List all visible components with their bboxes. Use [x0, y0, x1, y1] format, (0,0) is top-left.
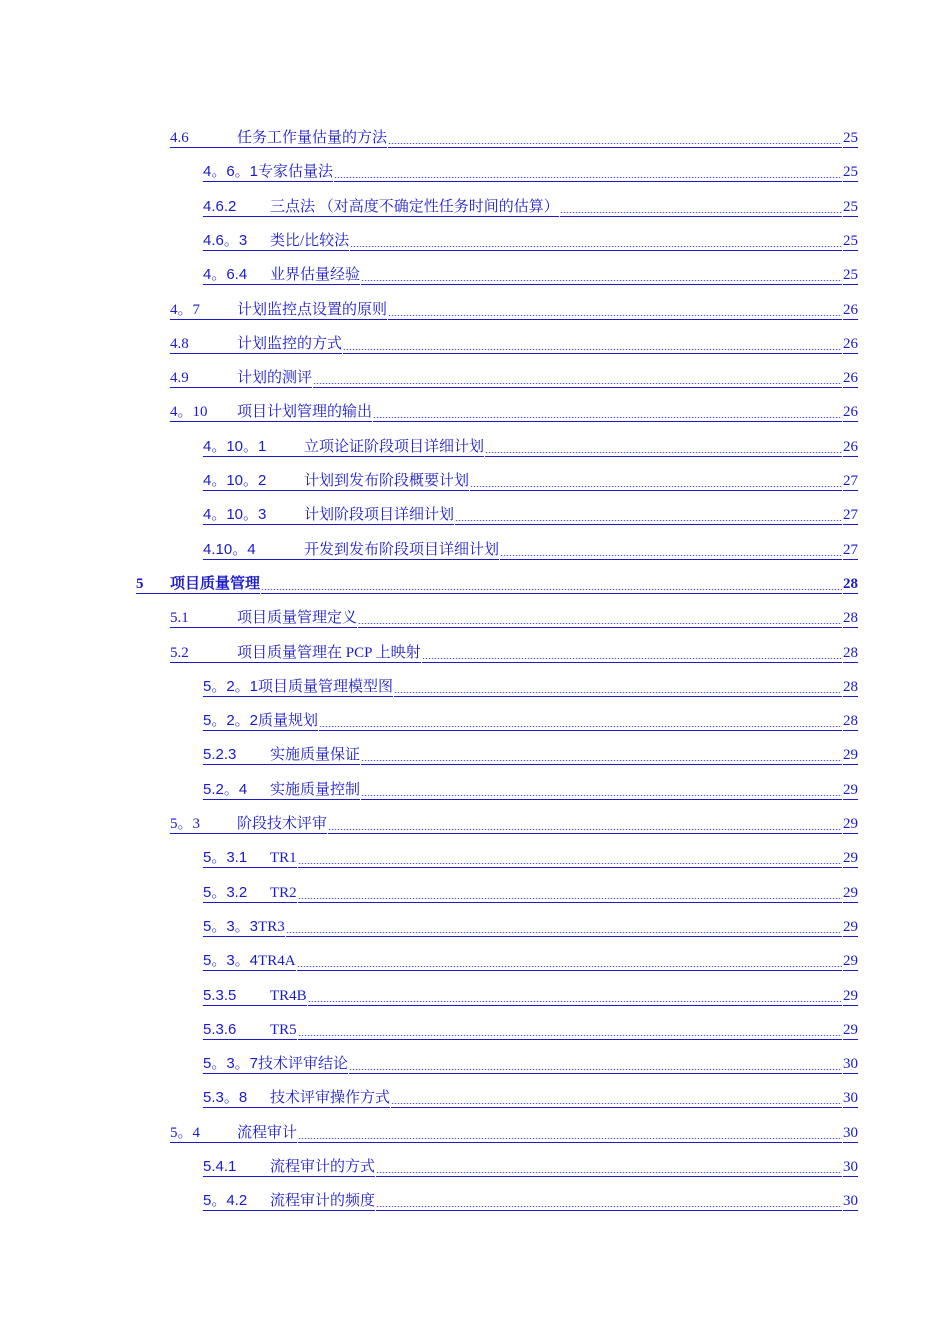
toc-entry[interactable] [203, 984, 858, 1006]
toc-entry-page: 26 [843, 404, 858, 421]
toc-entry-number: 5.3.5 [203, 987, 270, 1006]
toc-entry-title: 项目质量管理在 PCP 上映射 [237, 644, 421, 661]
toc-entry-title: 流程审计 [237, 1124, 298, 1141]
toc-entry[interactable] [203, 229, 858, 251]
toc-entry[interactable] [203, 709, 858, 731]
toc-entry-title: 开发到发布阶段项目详细计划 [304, 541, 500, 558]
toc-entry-title: 流程审计的频度 [270, 1193, 376, 1210]
toc-entry-title: TR3 [258, 918, 285, 935]
toc-entry-number: 5。3.1 [203, 849, 270, 868]
dot-leader [373, 403, 842, 422]
toc-entry-title: TR1 [270, 850, 297, 867]
toc-entry-number: 5.2 [170, 644, 237, 663]
toc-entry-page: 27 [843, 541, 858, 558]
toc-entry-title: 技术评审操作方式 [270, 1090, 391, 1107]
toc-entry-number: 5。2。2 [203, 712, 259, 730]
toc-entry-number: 5。4 [170, 1124, 237, 1143]
toc-entry-number: 4.6.2 [203, 198, 270, 217]
toc-entry-page: 28 [843, 610, 858, 627]
toc-entry-page: 28 [843, 644, 858, 661]
toc-entry-number: 4。10。2 [203, 472, 304, 491]
toc-entry-page: 26 [843, 438, 858, 455]
toc-entry[interactable] [170, 812, 858, 834]
toc-entry-number: 4。10。1 [203, 438, 304, 457]
toc-entry-page: 26 [843, 301, 858, 318]
toc-entry[interactable] [170, 126, 858, 148]
toc-entry-number: 4.6 [170, 129, 237, 148]
toc-entry-title: TR4B [270, 987, 307, 1004]
toc-entry-title: 项目质量管理模型图 [258, 678, 394, 695]
toc-entry-page: 30 [843, 1056, 858, 1073]
dot-leader [298, 1021, 842, 1040]
dot-leader [319, 712, 842, 731]
toc-entry-page: 26 [843, 370, 858, 387]
toc-entry-title: 专家估量法 [258, 164, 334, 181]
toc-entry-page: 25 [843, 232, 858, 249]
toc-entry-page: 29 [843, 781, 858, 798]
toc-entry-title: 项目质量管理定义 [237, 610, 358, 627]
toc-entry-number: 4.6。3 [203, 232, 270, 251]
toc-entry-title: 实施质量保证 [270, 747, 361, 764]
toc-entry-page: 30 [843, 1193, 858, 1210]
dot-leader [394, 678, 842, 697]
toc-entry-page: 30 [843, 1159, 858, 1175]
toc-entry-page: 30 [843, 1124, 858, 1141]
toc-entry-page: 29 [843, 850, 858, 867]
toc-entry[interactable] [203, 915, 858, 937]
toc-entry[interactable] [203, 160, 858, 182]
toc-entry-title: 类比/比较法 [270, 232, 350, 249]
dot-leader [388, 301, 842, 320]
toc-entry-title: 计划到发布阶段概要计划 [304, 473, 470, 489]
toc-entry-number: 5 [136, 575, 170, 594]
toc-entry-page: 29 [843, 953, 858, 970]
toc-entry-title: 计划的测评 [237, 370, 313, 387]
toc-entry[interactable] [203, 949, 858, 971]
toc-entry[interactable] [203, 435, 858, 457]
toc-entry-title: 技术评审结论 [258, 1056, 349, 1073]
toc-entry[interactable] [203, 263, 858, 285]
dot-leader [358, 609, 842, 628]
toc-entry[interactable] [170, 366, 858, 388]
toc-entry-page: 27 [843, 473, 858, 489]
toc-entry-number: 4。6.4 [203, 266, 270, 285]
toc-entry-page: 29 [843, 1021, 858, 1038]
toc-entry-title: 质量规划 [258, 713, 319, 730]
toc-entry-page: 28 [843, 575, 858, 592]
dot-leader [349, 1055, 842, 1074]
toc-entry-title: 计划阶段项目详细计划 [304, 507, 455, 524]
dot-leader [286, 918, 842, 937]
toc-entry-number: 4。7 [170, 301, 237, 320]
toc-entry-title: TR5 [270, 1021, 297, 1038]
toc-entry-title: 计划监控的方式 [237, 335, 343, 352]
dot-leader [298, 849, 842, 868]
toc-entry-title: 任务工作量估量的方法 [237, 130, 388, 146]
toc-entry-page: 25 [843, 164, 858, 181]
toc-entry-number: 4。10。3 [203, 506, 304, 525]
dot-leader [485, 438, 842, 457]
toc-entry[interactable] [170, 606, 858, 628]
toc-entry[interactable] [203, 469, 858, 491]
toc-entry-page: 27 [843, 507, 858, 524]
toc-entry[interactable] [203, 195, 858, 217]
toc-entry[interactable] [170, 400, 858, 422]
dot-leader [361, 266, 842, 285]
toc-entry-number: 5.3.6 [203, 1021, 270, 1040]
toc-entry-title: 阶段技术评审 [237, 816, 328, 832]
toc-entry[interactable] [203, 846, 858, 868]
dot-leader [298, 884, 842, 903]
toc-entry-page: 26 [843, 335, 858, 352]
toc-entry[interactable] [203, 743, 858, 765]
dot-leader [328, 815, 842, 834]
dot-leader [376, 1158, 842, 1177]
toc-entry-number: 5。2。1 [203, 677, 259, 695]
toc-entry[interactable] [203, 1018, 858, 1040]
toc-entry[interactable] [203, 675, 858, 697]
dot-leader [560, 198, 842, 217]
toc-entry-number: 5。3。3 [203, 917, 259, 935]
toc-entry[interactable] [170, 332, 858, 354]
toc-entry-page: 28 [843, 678, 858, 695]
toc-entry-title: 流程审计的方式 [270, 1159, 376, 1175]
toc-entry-page: 25 [843, 267, 858, 284]
dot-leader [343, 335, 842, 354]
toc-entry-page: 25 [843, 198, 858, 215]
dot-leader [391, 1089, 842, 1108]
dot-leader [388, 129, 842, 148]
toc-entry[interactable] [203, 1086, 858, 1108]
toc-entry[interactable] [170, 298, 858, 320]
toc-entry-title: 三点法 （对高度不确定性任务时间的估算） [270, 198, 559, 215]
toc-entry-page: 28 [843, 713, 858, 730]
toc-entry-number: 5.2.3 [203, 746, 270, 765]
dot-leader [298, 1124, 842, 1143]
toc-entry[interactable] [203, 1189, 858, 1211]
toc-entry-number: 5.1 [170, 609, 237, 628]
dot-leader [470, 472, 842, 491]
toc-entry-title: 立项论证阶段项目详细计划 [304, 438, 485, 455]
toc-entry-number: 4.10。4 [203, 541, 304, 560]
toc-entry-number: 5。3.2 [203, 884, 270, 903]
toc-entry-number: 5.2。4 [203, 781, 270, 800]
toc-entry-page: 29 [843, 747, 858, 764]
toc-entry[interactable] [203, 538, 858, 560]
toc-entry[interactable] [170, 1121, 858, 1143]
toc-entry-page: 29 [843, 918, 858, 935]
dot-leader [350, 232, 842, 251]
toc-entry-number: 5.3。8 [203, 1089, 270, 1108]
toc-entry-number: 5。3。7 [203, 1055, 259, 1073]
toc-entry-number: 4。6。1 [203, 163, 259, 181]
toc-entry-number: 4.8 [170, 335, 237, 354]
dot-leader [297, 952, 842, 971]
toc-entry[interactable] [170, 641, 858, 663]
dot-leader [261, 575, 842, 594]
toc-entry[interactable] [203, 881, 858, 903]
dot-leader [308, 987, 842, 1006]
toc-entry[interactable] [203, 503, 858, 525]
toc-entry-title: 计划监控点设置的原则 [237, 301, 388, 318]
toc-entry-page: 29 [843, 884, 858, 901]
dot-leader [313, 369, 842, 388]
toc-entry-number: 5。3。4 [203, 952, 259, 970]
toc-entry-number: 4。10 [170, 403, 237, 422]
toc-entry-number: 5。3 [170, 815, 237, 834]
dot-leader [334, 163, 842, 182]
toc-entry-title: TR4A [258, 953, 296, 970]
dot-leader [361, 781, 842, 800]
dot-leader [422, 644, 842, 663]
toc-entry[interactable] [203, 1052, 858, 1074]
toc-entry[interactable] [203, 1155, 858, 1177]
dot-leader [455, 506, 842, 525]
toc-entry-title: 实施质量控制 [270, 781, 361, 798]
toc-entry-number: 5。4.2 [203, 1192, 270, 1211]
toc-entry-number: 4.9 [170, 369, 237, 388]
toc-entry-page: 30 [843, 1090, 858, 1107]
toc-entry-page: 29 [843, 816, 858, 832]
toc-entry[interactable] [203, 778, 858, 800]
dot-leader [376, 1192, 842, 1211]
toc-entry-page: 25 [843, 130, 858, 146]
toc-entry[interactable] [136, 572, 858, 594]
toc-entry-number: 5.4.1 [203, 1158, 270, 1177]
dot-leader [361, 746, 842, 765]
dot-leader [500, 541, 842, 560]
toc-entry-title: TR2 [270, 884, 297, 901]
toc-entry-title: 业界估量经验 [270, 267, 361, 284]
toc-entry-title: 项目计划管理的输出 [237, 404, 373, 421]
toc-entry-page: 29 [843, 987, 858, 1004]
toc-entry-title: 项目质量管理 [170, 575, 261, 592]
